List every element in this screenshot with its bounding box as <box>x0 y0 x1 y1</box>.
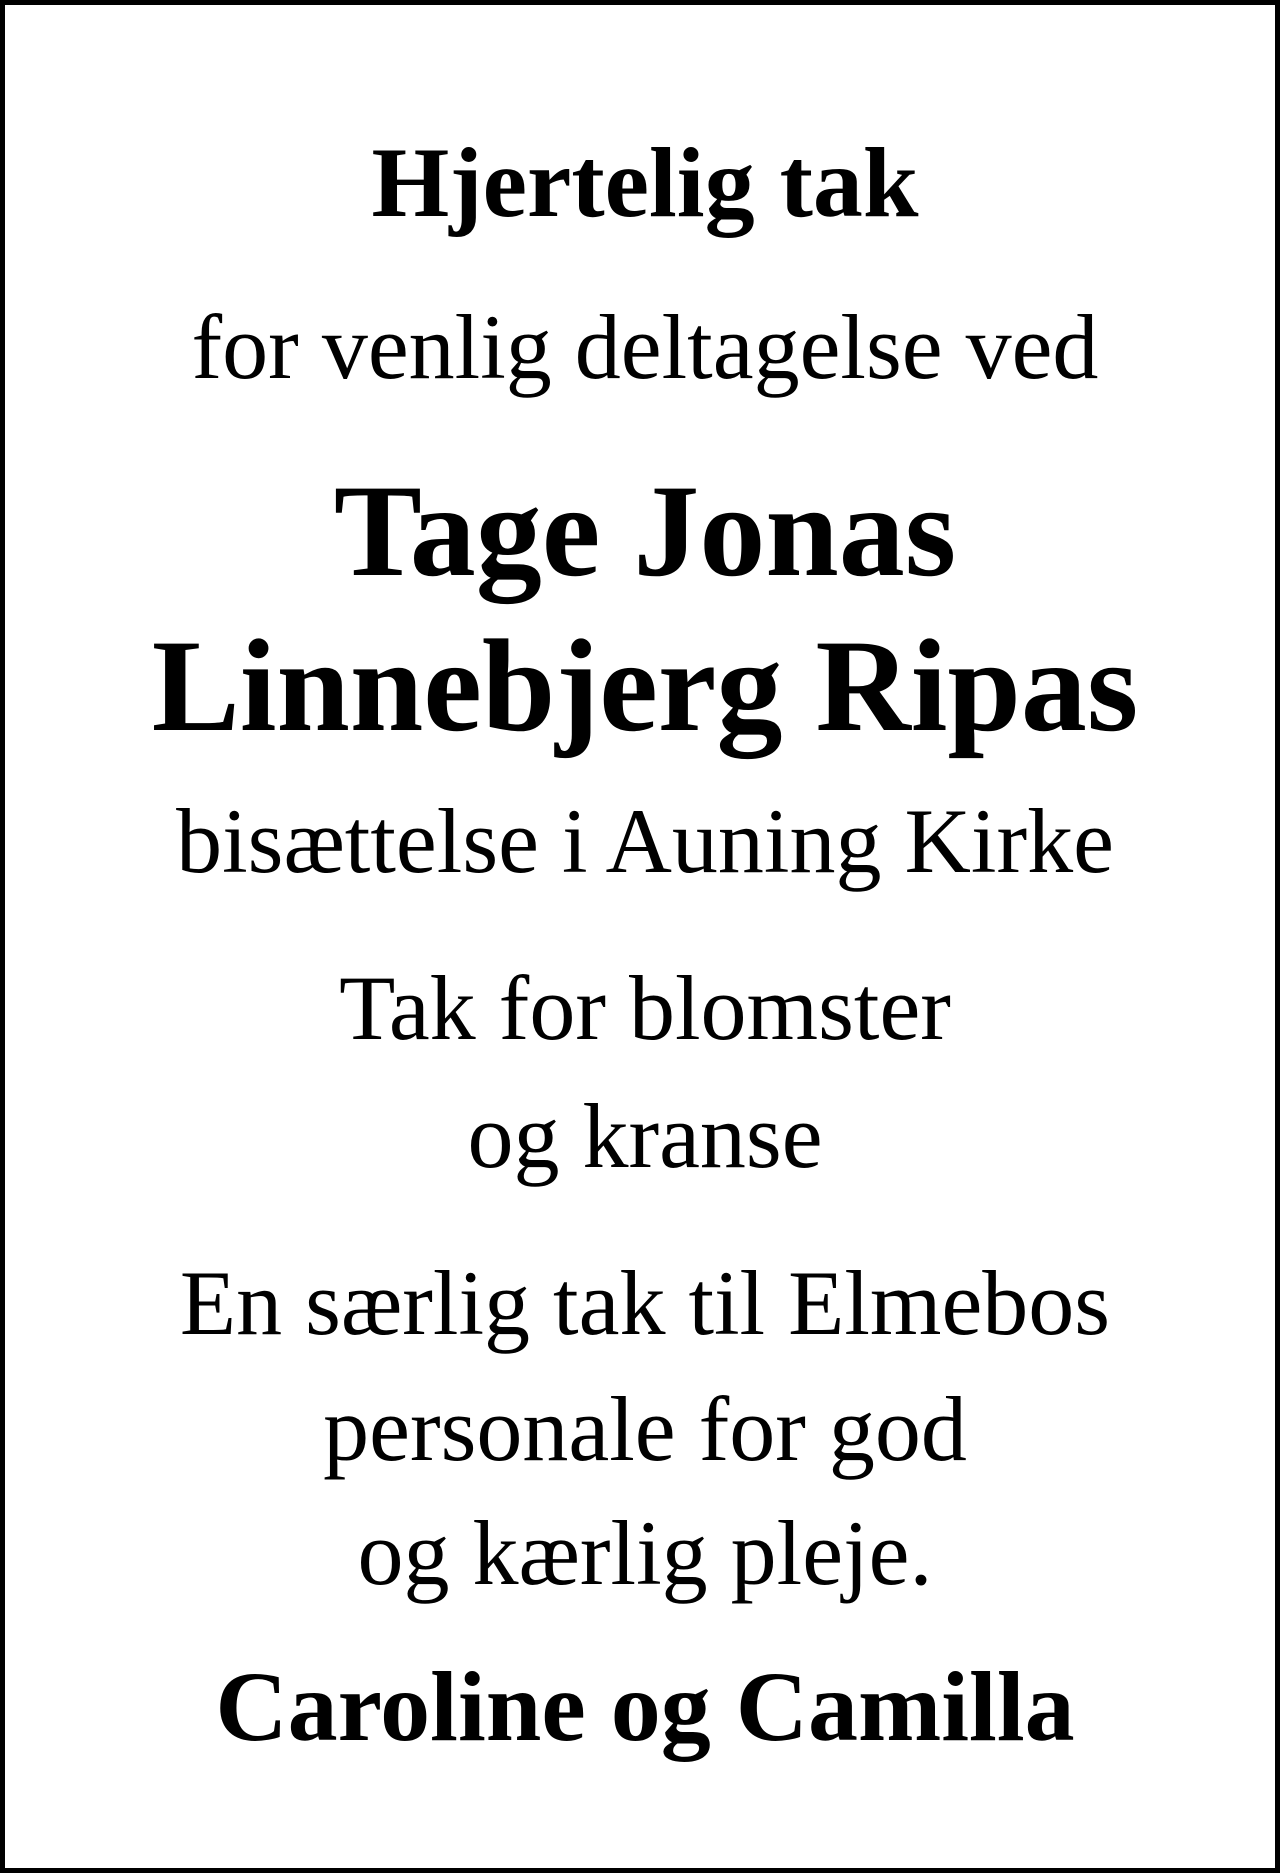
signature: Caroline og Camilla <box>215 1651 1075 1762</box>
heading: Hjertelig tak <box>371 127 919 238</box>
flowers-thanks-line-1: Tak for blomster <box>339 957 951 1059</box>
ceremony-text: bisættelse i Auning Kirke <box>176 790 1114 892</box>
intro-text: for venlig deltagelse ved <box>191 296 1099 398</box>
special-thanks-line-2: personale for god <box>323 1378 967 1480</box>
special-thanks-line-3: og kærlig pleje. <box>357 1502 933 1604</box>
flowers-thanks-line-2: og kranse <box>467 1085 823 1187</box>
deceased-name-line-1: Tage Jonas <box>333 457 957 604</box>
deceased-name-line-2: Linnebjerg Ripas <box>151 612 1139 759</box>
special-thanks-line-1: En særlig tak til Elmebos <box>179 1252 1111 1354</box>
